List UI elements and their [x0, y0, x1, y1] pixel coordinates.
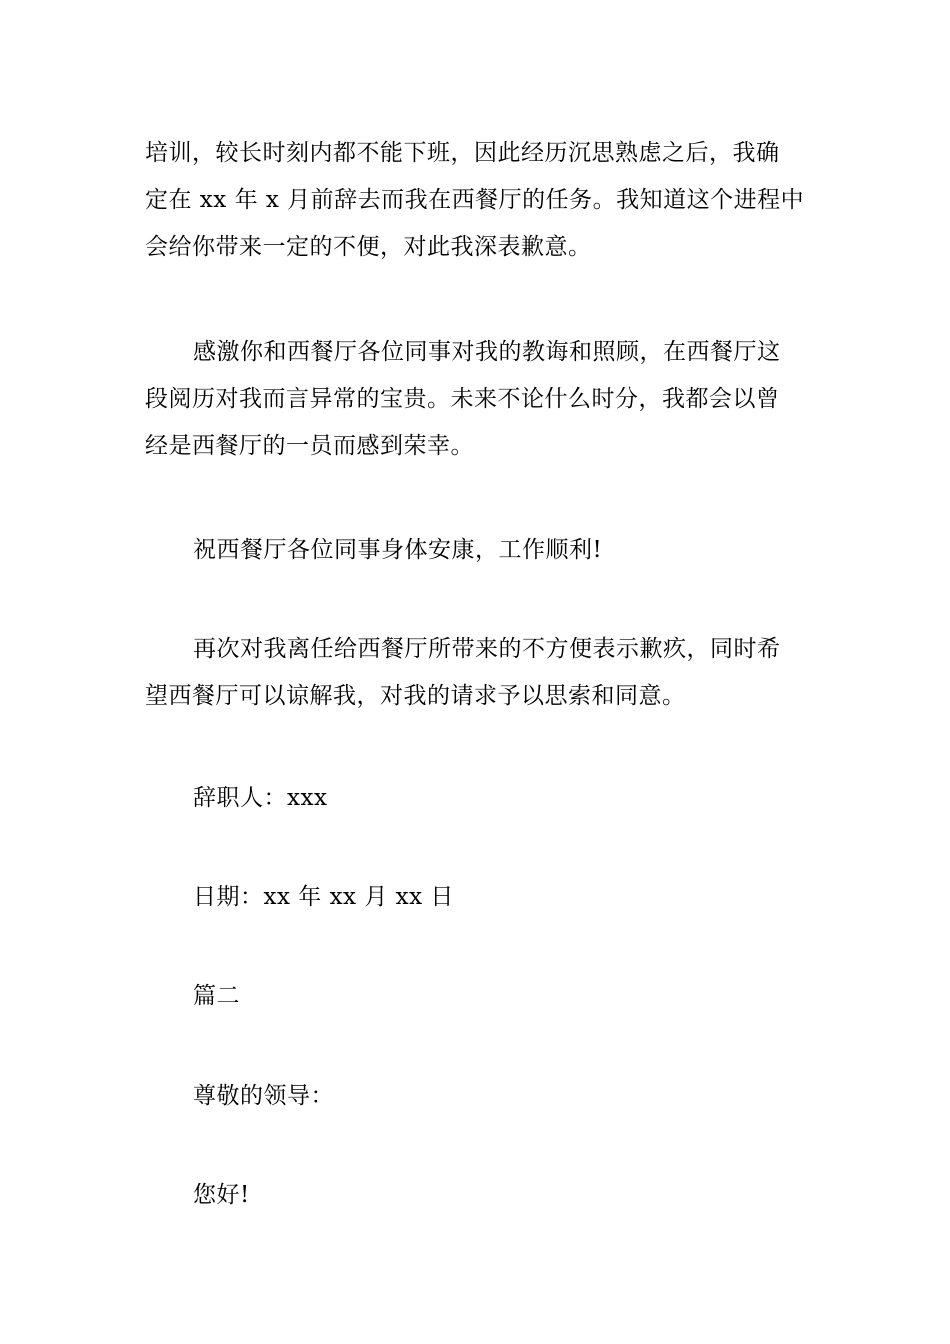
- text-line: 祝西餐厅各位同事身体安康，工作顺利!: [193, 537, 603, 563]
- text-line: 尊敬的领导：: [193, 1083, 334, 1109]
- text-line: 辞职人：xxx: [193, 785, 328, 811]
- signature-resigner: [145, 775, 810, 822]
- paragraph-resignation-intro: [145, 130, 810, 271]
- text-line: 感激你和西餐厅各位同事对我的教诲和照顾，在西餐厅这: [193, 339, 781, 365]
- text-line: 经是西餐厅的一员而感到荣幸。: [145, 433, 474, 459]
- text-line: 会给你带来一定的不便，对此我深表歉意。: [145, 234, 592, 260]
- text-line: 定在 xx 年 x 月前辞去而我在西餐厅的任务。我知道这个进程中: [145, 187, 805, 213]
- paragraph-wishes: [145, 527, 810, 574]
- text-line: 篇二: [193, 983, 240, 1009]
- signature-date: [145, 874, 810, 921]
- text-line: 再次对我离任给西餐厅所带来的不方便表示歉疚，同时希: [193, 636, 781, 662]
- salutation: [145, 1073, 810, 1120]
- paragraph-gratitude: [145, 329, 810, 470]
- text-line: 段阅历对我而言异常的宝贵。未来不论什么时分，我都会以曾: [145, 386, 780, 412]
- text-line: 日期：xx 年 xx 月 xx 日: [193, 884, 454, 910]
- section-heading: [145, 973, 810, 1020]
- text-line: 望西餐厅可以谅解我，对我的请求予以思索和同意。: [145, 683, 686, 709]
- greeting: [145, 1172, 810, 1219]
- text-line: 培训，较长时刻内都不能下班，因此经历沉思熟虑之后，我确: [145, 140, 780, 166]
- paragraph-apology: [145, 626, 810, 720]
- text-line: 您好!: [193, 1182, 250, 1208]
